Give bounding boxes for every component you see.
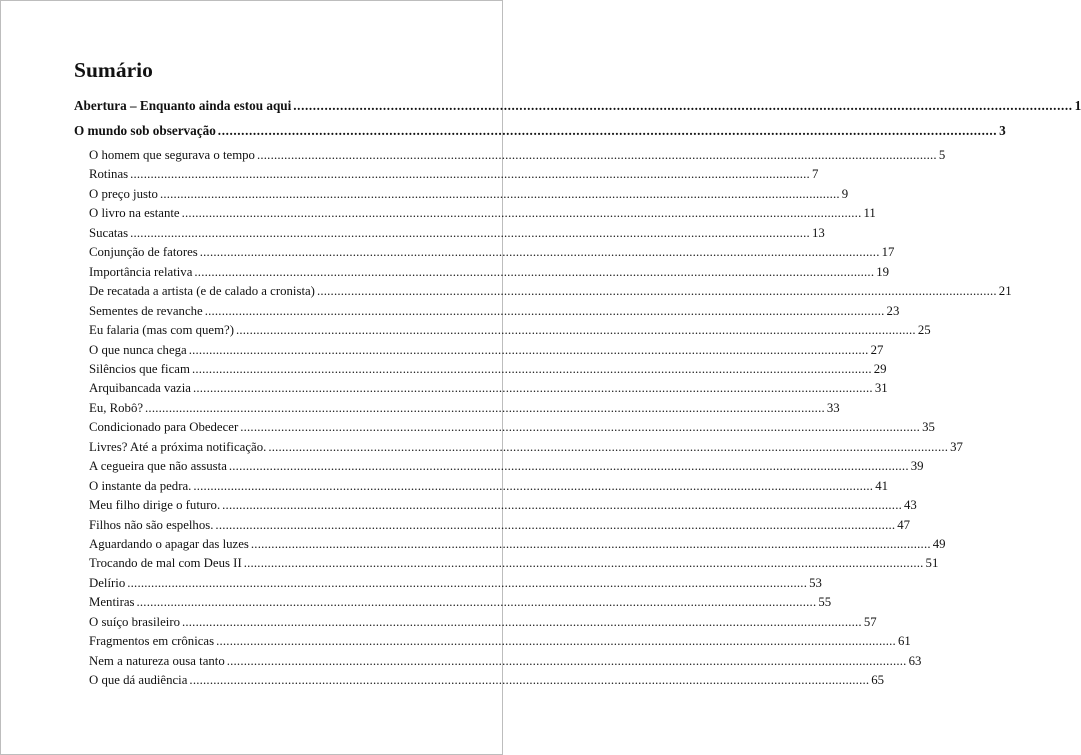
toc-entry [89,672,885,688]
toc-entry-title: Silêncios que ficam [89,361,190,376]
toc-page-number: 25 [917,323,931,338]
toc-entry [89,264,890,280]
toc-entry [89,555,939,571]
toc-page-number: 5 [938,148,946,162]
toc-entry-title: Mentiras [89,595,135,610]
toc-entry [89,439,963,455]
toc-page-number: 35 [922,420,935,435]
toc-dot-leader: ........................................................................................................................................................................................................ [204,303,885,318]
toc-dot-leader: ........................................................................................................................................................................................................ [216,634,896,649]
toc-entry-title: O mundo sob observação [74,123,216,138]
toc-entry [89,536,946,552]
toc-page-number: 9 [841,186,849,201]
toc-page-number: 3 [999,123,1006,138]
toc-entry [89,633,911,649]
toc-entry [89,517,911,533]
toc-dot-leader: ........................................................................................................................................................................................................ [188,342,869,357]
page-title: Sumário [74,58,153,82]
toc-dot-leader: ........................................................................................................................................................................................................ [191,361,872,376]
toc-entry-title: Eu falaria (mas com quem?) [89,323,234,338]
toc-dot-leader: ........................................................................................................................................................................................................ [192,381,873,396]
toc-entry-title: O livro na estante [89,206,180,221]
toc-entry-title: Eu, Robô? [89,400,144,415]
toc-entry-title: Delírio [89,575,126,590]
toc-entry [89,653,922,669]
toc-entry-title: A cegueira que não assusta [89,459,227,474]
toc-page-number: 61 [897,634,911,649]
toc-entry [89,478,888,494]
toc-entry-title: Arquibancada vazia [89,381,191,396]
toc-entry [89,322,931,338]
toc-entry [89,303,900,319]
toc-entry-title: Livres? Até a próxima notificação. [89,439,267,454]
toc-page-number: 53 [809,575,822,590]
toc-entry-title: Aguardando o apagar das luzes [89,537,249,551]
toc-entry [89,147,946,163]
toc-entry-title: Sementes de revanche [89,303,203,318]
toc-entry-title: Sucatas [89,225,129,240]
toc-dot-leader: ........................................................................................................................................................................................................ [194,264,875,279]
toc-page-number: 51 [925,556,939,571]
toc-entry-title: O que dá audiência [89,673,188,688]
toc-entry-title: Meu filho dirige o futuro. [89,498,221,513]
toc-dot-leader: ........................................................................................................................................................................................................ [250,537,931,551]
toc-page-number: 41 [875,478,888,493]
toc-entry [89,400,840,416]
toc-entry-title: Importância relativa [89,264,193,279]
toc-entry [89,342,884,358]
toc-entry [89,497,917,513]
toc-page-number: 47 [897,517,911,532]
toc-entry-title: O homem que segurava o tempo [89,148,255,162]
toc-page-number: 57 [863,614,877,629]
toc-dot-leader: ........................................................................................................................................................................................................ [226,653,907,668]
toc-entry [89,186,849,202]
toc-page-number: 1 [1074,98,1081,113]
toc-entry [89,458,924,474]
toc-dot-leader: ........................................................................................................................................................................................................ [181,614,862,629]
toc-page-number: 29 [873,361,887,376]
toc-entry-title: Trocando de mal com Deus II [89,556,242,571]
toc-section-entry [74,123,1006,139]
toc-page-number: 33 [826,400,840,415]
toc-dot-leader: ........................................................................................................................................................................................................ [268,439,949,454]
toc-entry-title: Abertura – Enquanto ainda estou aqui [74,98,292,113]
toc-entry [89,283,1012,299]
toc-entry [89,575,822,591]
toc-dot-leader: ........................................................................................................................................................................................................ [136,595,817,610]
toc-page-number: 49 [932,537,946,551]
toc-dot-leader: ........................................................................................................................................................................................................ [199,245,880,260]
toc-entry-title: O suíço brasileiro [89,614,180,629]
toc-dot-leader: ........................................................................................................................................................................................................ [130,167,810,182]
toc-page-number: 7 [811,167,819,182]
toc-entry-title: Condicionado para Obedecer [89,420,239,435]
toc-entry-title: Rotinas [89,167,129,182]
toc-page-number: 43 [904,498,917,513]
toc-entry-title: Conjunção de fatores [89,245,198,260]
toc-page-number: 37 [950,439,963,454]
toc-dot-leader: ........................................................................................................................................................................................................ [159,186,840,201]
toc-page-number: 21 [998,284,1012,299]
toc-entry-title: O que nunca chega [89,342,187,357]
toc-page-number: 23 [886,303,900,318]
toc-entry [89,361,887,377]
toc-page-number: 63 [908,653,922,668]
toc-page-number: 65 [871,673,885,688]
toc-dot-leader: ........................................................................................................................................................................................................ [235,323,916,338]
toc-entry [89,225,825,241]
toc-entry-title: Fragmentos em crônicas [89,634,215,649]
toc-entry-title: O instante da pedra. [89,478,192,493]
toc-dot-leader: ........................................................................................................................................................................................................ [293,98,1073,113]
toc-page-number: 17 [881,245,895,260]
toc-section-entry [74,98,1081,114]
toc-entry [89,614,877,630]
toc-page-number: 13 [811,225,825,240]
toc-page-number: 11 [863,206,876,221]
toc-page-number: 55 [818,595,832,610]
toc-dot-leader: ........................................................................................................................................................................................................ [228,459,909,474]
toc-entry [89,166,819,182]
toc-entry-title: Filhos não são espelhos. [89,517,214,532]
toc-dot-leader: ........................................................................................................................................................................................................ [193,478,874,493]
toc-entry [89,380,888,396]
toc-dot-leader: ........................................................................................................................................................................................................ [215,517,896,532]
toc-entry-title: O preço justo [89,186,158,201]
toc-entry [89,205,876,221]
toc-dot-leader: ........................................................................................................................................................................................................ [256,148,937,162]
toc-page-number: 39 [910,459,924,474]
toc-dot-leader: ........................................................................................................................................................................................................ [145,400,825,415]
toc-dot-leader: ........................................................................................................................................................................................................ [127,575,808,590]
toc-dot-leader: ........................................................................................................................................................................................................ [217,123,998,138]
toc-dot-leader: ........................................................................................................................................................................................................ [222,498,902,513]
toc-dot-leader: ........................................................................................................................................................................................................ [316,284,997,299]
toc-dot-leader: ........................................................................................................................................................................................................ [240,420,921,435]
toc-entry-title: Nem a natureza ousa tanto [89,653,225,668]
toc-page-number: 27 [870,342,884,357]
toc-dot-leader: ........................................................................................................................................................................................................ [243,556,924,571]
toc-dot-leader: ........................................................................................................................................................................................................ [130,225,810,240]
toc-page-number: 19 [876,264,890,279]
toc-entry-title: De recatada a artista (e de calado a cronista) [89,284,315,299]
toc-dot-leader: ........................................................................................................................................................................................................ [189,673,870,688]
toc-entry [89,419,935,435]
toc-entry [89,244,895,260]
toc-dot-leader: ........................................................................................................................................................................................................ [181,206,862,221]
toc-page-number: 31 [874,381,888,396]
toc-entry [89,594,832,610]
